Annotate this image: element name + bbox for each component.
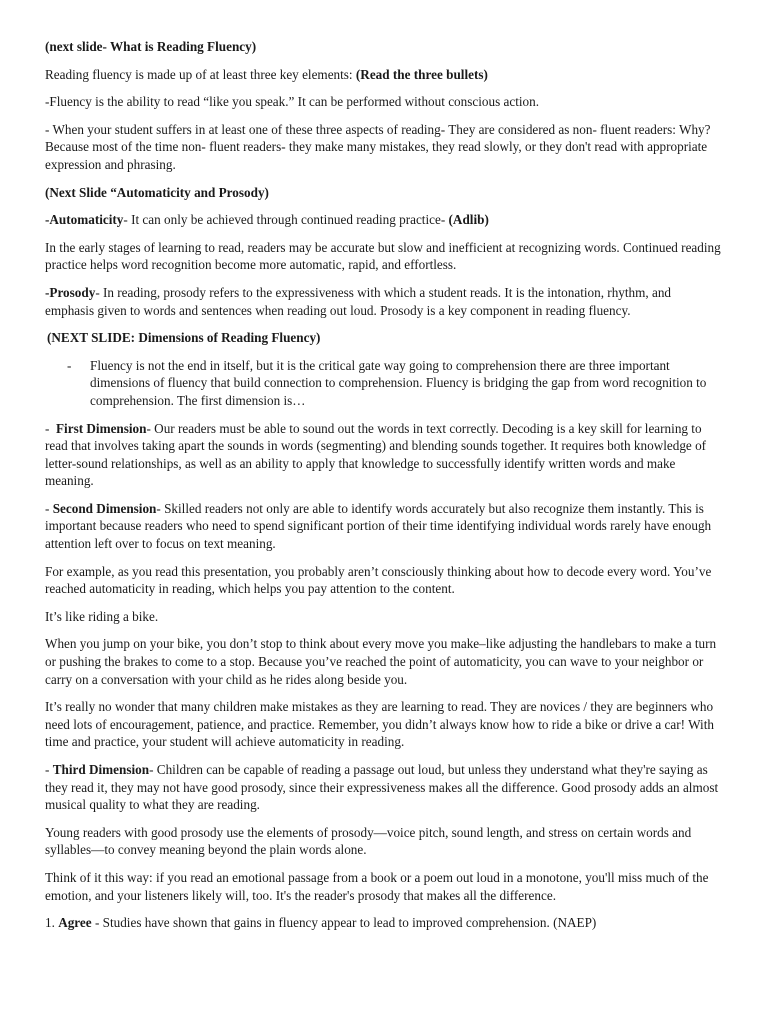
first-dimension-term: First Dimension (56, 420, 147, 436)
second-dimension-prefix: - (45, 500, 53, 516)
key-elements-text: Reading fluency is made up of at least three key elements: (45, 66, 356, 82)
paragraph-third-dimension (45, 761, 723, 814)
paragraph-example: For example, as you read this presentation, you probably aren’t consciously thinking about how to decode every word. You’ve reached automaticity in reading, which helps you pay attention to the content. (45, 563, 712, 597)
paragraph-young-readers: Young readers with good prosody use the elements of prosody—voice pitch, sound length, and stress on certain words and syllables—to convey meaning beyond the plain words alone. (45, 824, 692, 858)
second-dimension-text: - Skilled readers not only are able to identify words accurately but also recognize them instantly. This is important because readers who need to spend significant portion of their time identifying individual words rarely have enough attention left over to focus on text meaning. (45, 500, 712, 552)
third-dimension-text: - Children can be capable of reading a passage out loud, but unless they understand what they're saying as they read it, they may not have good prosody, since their expressiveness makes all the difference. Good prosody adds an almost musical quality to what they are reading. (45, 762, 719, 813)
first-dimension-text: - Our readers must be able to sound out the words in text correctly. Decoding is a key skill for learning to read that involves taking apart the sounds in words (segmenting) and blending sounds together. It requires both knowledge of letter-sound relationships, as well as an ability to apply that knowledge to successfully identify written words and make meaning. (45, 420, 707, 489)
paragraph-early-stages: In the early stages of learning to read, readers may be accurate but slow and inefficient at recognizing words. Continued reading practice helps word recognition become more automatic, rapid, and effortless. (45, 239, 721, 273)
bullet-item (67, 357, 723, 410)
slide-note-reading-fluency: (next slide- What is Reading Fluency) (45, 39, 257, 54)
paragraph-agree (45, 914, 723, 932)
third-dimension-prefix: - (45, 762, 53, 777)
prosody-text: - In reading, prosody refers to the expressiveness with which a student reads. It is the intonation, rhythm, and emphasis given to words and sentences when reading out loud. Prosody is a key component in reading fluency. (45, 284, 672, 318)
automaticity-term: -Automaticity (45, 212, 124, 228)
bullet-dash: - (67, 357, 72, 373)
paragraph-novices: It’s really no wonder that many children make mistakes as they are learning to read. They are novices / they are beginners who need lots of encouragement, patience, and practice. Remember, you didn’t always know how to ride a bike or drive a car! With time and practice, your student will achieve automaticity in reading. (45, 699, 714, 750)
paragraph-bike: It’s like riding a bike. (45, 608, 159, 624)
agree-text: - Studies have shown that gains in fluency appear to lead to improved comprehension. (NAEP) (91, 915, 597, 931)
paragraph-fluency-definition: -Fluency is the ability to read “like you speak.” It can be performed without conscious action. (45, 94, 540, 110)
prosody-term: -Prosody (45, 284, 96, 300)
key-elements-note: (Read the three bullets) (355, 66, 488, 82)
third-dimension-term: Third Dimension (52, 762, 150, 777)
paragraph-automaticity (45, 211, 723, 229)
paragraph-key-elements (45, 66, 723, 84)
bullet-text: Fluency is not the end in itself, but it is the critical gate way going to comprehension there are three important dimensions of fluency that build connection to comprehension. Fluency is bridging the gap from word recognition to comprehension. The first dimension is… (90, 357, 707, 408)
second-dimension-term: Second Dimension (52, 500, 157, 516)
paragraph-non-fluent: - When your student suffers in at least one of these three aspects of reading- They are considered as non- fluent readers: Why? Because most of the time non- fluent readers- they make many mistakes, they read slowly, or they don't read with appropriate expression and phrasing. (45, 121, 711, 172)
paragraph-prosody (45, 284, 723, 319)
agree-prefix: 1. (45, 915, 59, 931)
paragraph-think: Think of it this way: if you read an emotional passage from a book or a poem out loud in a monotone, you'll miss much of the emotion, and your listeners likely will, too. It's the reader's prosody that makes all the difference. (45, 869, 709, 903)
paragraph-second-dimension (45, 500, 723, 553)
first-dimension-prefix: - (45, 420, 56, 436)
paragraph-bike-detail: When you jump on your bike, you don’t stop to think about every move you make–like adjusting the handlebars to make a turn or pushing the brakes to come to a stop. Because you’ve reached the point of automaticity, you can wave to your neighbor or carry on a conversation with your child as he rides along beside you. (45, 636, 717, 687)
automaticity-note: (Adlib) (448, 212, 489, 228)
paragraph-first-dimension (45, 420, 723, 490)
slide-note-dimensions: (NEXT SLIDE: Dimensions of Reading Fluency) (47, 330, 321, 346)
agree-term: Agree (58, 915, 92, 931)
automaticity-text: - It can only be achieved through continued reading practice- (123, 212, 449, 228)
slide-note-automaticity: (Next Slide “Automaticity and Prosody) (45, 184, 269, 200)
